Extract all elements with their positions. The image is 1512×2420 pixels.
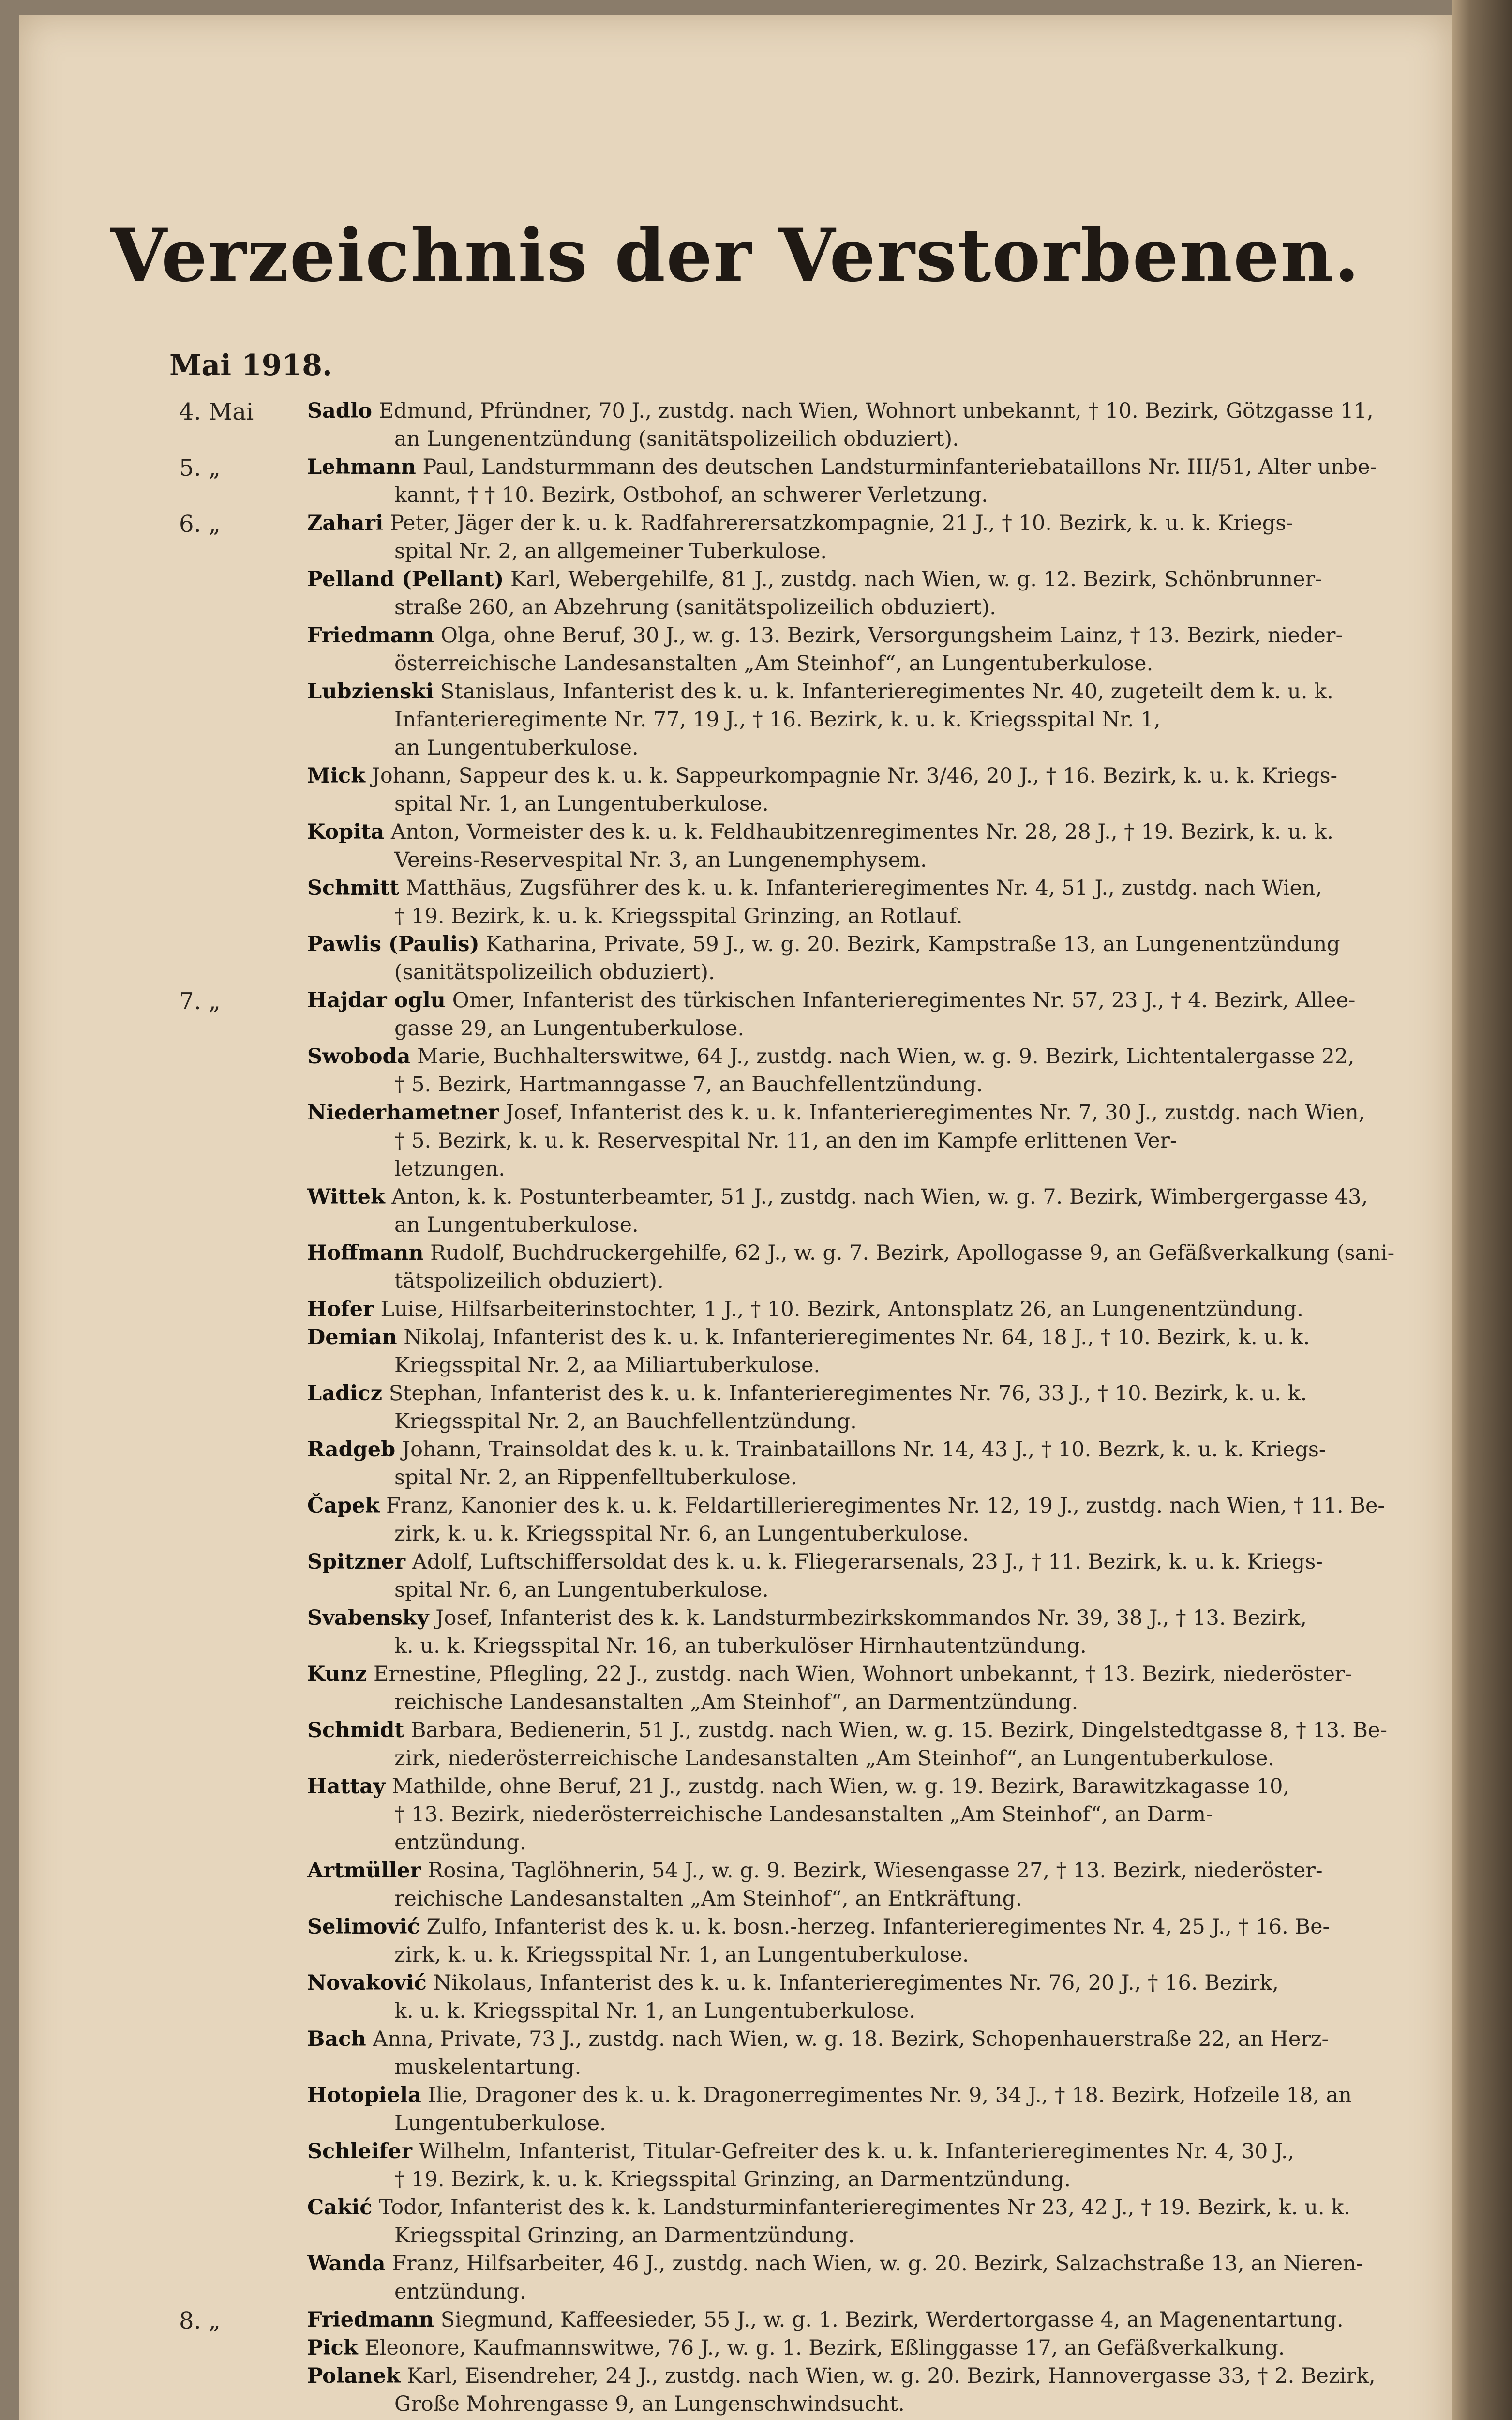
entry-line — [307, 1323, 1512, 1351]
entry-text: † 13. Bezirk, niederösterreichische Landesanstalten „Am Steinhof“, an Darm- — [394, 1802, 1213, 1827]
entry-line — [307, 565, 1512, 593]
list-item — [19, 2334, 1452, 2362]
entry-line — [307, 2081, 1512, 2109]
list-item — [19, 2418, 1452, 2420]
entry-line — [307, 621, 1512, 650]
entry-line — [307, 1351, 1512, 1379]
entry-line — [307, 1295, 1512, 1323]
entry-text: † 19. Bezirk, k. u. k. Kriegsspital Grinzing, an Darmentzündung. — [394, 2167, 1071, 2192]
document-page — [19, 15, 1452, 2420]
entry-line — [307, 1857, 1512, 1885]
entry-line — [307, 1492, 1512, 1520]
entry-text: Peter, Jäger der k. u. k. Radfahrerersatzkompagnie, 21 J., † 10. Bezirk, k. u. k. Kriegs- — [390, 511, 1293, 535]
entry-line — [307, 2390, 1512, 2418]
entry-line — [307, 2137, 1512, 2165]
entry-line — [307, 2362, 1512, 2390]
entry-name: Bach — [307, 2027, 366, 2051]
entry-name: Kunz — [307, 1662, 367, 1686]
entry-name: Friedmann — [307, 623, 434, 648]
entry-line — [307, 1464, 1512, 1492]
entry-text: Anton, k. k. Postunterbeamter, 51 J., zustdg. nach Wien, w. g. 7. Bezirk, Wimbergergasse 43, — [391, 1185, 1368, 1209]
entry-line — [307, 650, 1512, 678]
entry-line — [307, 1071, 1512, 1099]
entry-text: reichische Landesanstalten „Am Steinhof“, an Darmentzündung. — [394, 1690, 1078, 1714]
entry-date: 6. „ — [179, 511, 221, 538]
entry-name: Hofer — [307, 1297, 374, 1321]
entry-name: Čapek — [307, 1494, 380, 1518]
entry-name: Ladicz — [307, 1381, 383, 1406]
list-item — [19, 1099, 1452, 1183]
entry-date: 4. Mai — [179, 398, 254, 425]
entry-text: letzungen. — [394, 1157, 505, 1181]
entry-name: Novaković — [307, 1971, 427, 1995]
entry-name: Polanek — [307, 2364, 401, 2388]
list-item — [19, 2193, 1452, 2250]
entry-text: Rudolf, Buchdruckergehilfe, 62 J., w. g. 7. Bezirk, Apollogasse 9, an Gefäßverkalkung (sani- — [430, 1241, 1395, 1265]
entry-text: Ernestine, Pflegling, 22 J., zustdg. nach Wien, Wohnort unbekannt, † 13. Bezirk, niederöster- — [374, 1662, 1352, 1686]
list-item — [19, 1239, 1452, 1295]
entry-date: 8. „ — [179, 2307, 221, 2334]
entry-text: k. u. k. Kriegsspital Nr. 1, an Lungentuberkulose. — [394, 1999, 916, 2023]
entry-text: an Lungentuberkulose. — [394, 1213, 639, 1237]
entry-line — [307, 2306, 1512, 2334]
entry-name: Svabensky — [307, 1606, 429, 1630]
entry-text: spital Nr. 2, an Rippenfelltuberkulose. — [394, 1466, 797, 1490]
entry-text: Eleonore, Kaufmannswitwe, 76 J., w. g. 1. Bezirk, Eßlinggasse 17, an Gefäßverkalkung. — [364, 2336, 1285, 2360]
entry-text: Olga, ohne Beruf, 30 J., w. g. 13. Bezirk, Versorgungsheim Lainz, † 13. Bezirk, nieder- — [440, 623, 1343, 648]
entry-text: an Lungentuberkulose. — [394, 736, 639, 760]
entry-name: Spitzner — [307, 1550, 406, 1574]
entry-line — [307, 930, 1512, 958]
entry-name: Hoffmann — [307, 1241, 424, 1265]
entry-line — [307, 2165, 1512, 2193]
list-item — [19, 1548, 1452, 1604]
entry-line — [307, 1688, 1512, 1716]
entry-text: † 5. Bezirk, Hartmanngasse 7, an Bauchfellentzündung. — [394, 1073, 983, 1097]
entry-text: Kriegsspital Nr. 2, aa Miliartuberkulose. — [394, 1353, 821, 1377]
entry-text: Ilie, Dragoner des k. u. k. Dragonerregimentes Nr. 9, 34 J., † 18. Bezirk, Hofzeile 18, an — [428, 2083, 1352, 2107]
entry-text: Vereins-Reservespital Nr. 3, an Lungenemphysem. — [394, 848, 927, 872]
entry-text: Stephan, Infanterist des k. u. k. Infanterieregimentes Nr. 76, 33 J., † 10. Bezirk, k. u. k. — [389, 1381, 1307, 1406]
entry-text: kannt, † † 10. Bezirk, Ostbohof, an schwerer Verletzung. — [394, 483, 988, 507]
page-title: Verzeichnis der Verstorbenen. — [110, 213, 1361, 298]
list-item — [19, 1043, 1452, 1099]
entry-line — [307, 846, 1512, 874]
entry-name: Mick — [307, 764, 365, 788]
list-item — [19, 1660, 1452, 1716]
entry-line — [307, 1941, 1512, 1969]
entry-text: k. u. k. Kriegsspital Nr. 16, an tuberkulöser Hirnhautentzündung. — [394, 1634, 1087, 1658]
entry-name: Lubzienski — [307, 680, 434, 704]
entry-line — [307, 1576, 1512, 1604]
entry-text: Nikolaus, Infanterist des k. u. k. Infanterieregimentes Nr. 76, 20 J., † 16. Bezirk, — [433, 1971, 1279, 1995]
list-item — [19, 1492, 1452, 1548]
entry-text: spital Nr. 2, an allgemeiner Tuberkulose. — [394, 539, 827, 563]
entry-line — [307, 1520, 1512, 1548]
list-item — [19, 1436, 1452, 1492]
entry-name: Swoboda — [307, 1044, 411, 1069]
entry-line — [307, 1155, 1512, 1183]
entry-text: Nikolaj, Infanterist des k. u. k. Infanterieregimentes Nr. 64, 18 J., † 10. Bezirk, k. u. k. — [404, 1325, 1310, 1349]
entry-line — [307, 1014, 1512, 1043]
entry-text: Katharina, Private, 59 J., w. g. 20. Bezirk, Kampstraße 13, an Lungenentzündung — [486, 932, 1340, 956]
entry-text: Marie, Buchhalterswitwe, 64 J., zustdg. nach Wien, w. g. 9. Bezirk, Lichtentalergasse 22, — [417, 1044, 1355, 1069]
list-item — [19, 453, 1452, 509]
entry-text: † 5. Bezirk, k. u. k. Reservespital Nr. 11, an den im Kampfe erlittenen Ver- — [394, 1129, 1177, 1153]
entry-line — [307, 734, 1512, 762]
list-item — [19, 2250, 1452, 2306]
entry-line — [307, 874, 1512, 902]
entry-text: Anton, Vormeister des k. u. k. Feldhaubitzenregimentes Nr. 28, 28 J., † 19. Bezirk, k. u. k. — [390, 820, 1334, 844]
list-item — [19, 1379, 1452, 1436]
entry-name: Niederhametner — [307, 1101, 499, 1125]
list-item — [19, 1857, 1452, 1913]
entry-text: zirk, niederösterreichische Landesanstalten „Am Steinhof“, an Lungentuberkulose. — [394, 1746, 1275, 1770]
entry-line — [307, 1267, 1512, 1295]
entry-name: Sadlo — [307, 399, 372, 423]
entry-line — [307, 1885, 1512, 1913]
list-item — [19, 1183, 1452, 1239]
entry-line — [307, 1127, 1512, 1155]
entry-text: entzündung. — [394, 1830, 526, 1855]
entry-name: Wittek — [307, 1185, 385, 1209]
entry-line — [307, 1716, 1512, 1744]
list-item — [19, 678, 1452, 762]
entry-line — [307, 2278, 1512, 2306]
entry-line — [307, 1913, 1512, 1941]
entry-line — [307, 1436, 1512, 1464]
entry-line — [307, 1407, 1512, 1436]
list-item — [19, 1295, 1452, 1323]
entry-line — [307, 902, 1512, 930]
entry-line — [307, 2193, 1512, 2222]
entry-line — [307, 1660, 1512, 1688]
entry-name: Cakić — [307, 2195, 373, 2220]
entry-line — [307, 1744, 1512, 1772]
entry-line — [307, 1043, 1512, 1071]
entry-text: Große Mohrengasse 9, an Lungenschwindsucht. — [394, 2392, 905, 2416]
entry-date: 7. „ — [179, 988, 221, 1015]
entry-text: Lungentuberkulose. — [394, 2111, 606, 2135]
entry-line — [307, 1183, 1512, 1211]
page-edge — [1452, 0, 1512, 2420]
list-item — [19, 2137, 1452, 2193]
entry-date: 5. „ — [179, 454, 221, 482]
entry-text: † 19. Bezirk, k. u. k. Kriegsspital Grinzing, an Rotlauf. — [394, 904, 963, 928]
entry-text: Rosina, Taglöhnerin, 54 J., w. g. 9. Bezirk, Wiesengasse 27, † 13. Bezirk, niederöster- — [428, 1859, 1323, 1883]
entry-line — [307, 1632, 1512, 1660]
list-item — [19, 1969, 1452, 2025]
entry-line — [307, 1800, 1512, 1829]
entry-line — [307, 2025, 1512, 2053]
entry-line — [307, 509, 1512, 537]
list-item — [19, 397, 1452, 453]
list-item — [19, 818, 1452, 874]
entry-line — [307, 762, 1512, 790]
list-item — [19, 1323, 1452, 1379]
list-item — [19, 762, 1452, 818]
entry-name: Kopita — [307, 820, 385, 844]
entry-text: an Lungenentzündung (sanitätspolizeilich obduziert). — [394, 427, 959, 451]
entry-text: Edmund, Pfründner, 70 J., zustdg. nach Wien, Wohnort unbekannt, † 10. Bezirk, Götzgasse 11, — [378, 399, 1374, 423]
entry-text: tätspolizeilich obduziert). — [394, 1269, 664, 1293]
entry-text: Mathilde, ohne Beruf, 21 J., zustdg. nach Wien, w. g. 19. Bezirk, Barawitzkagasse 10, — [391, 1774, 1290, 1799]
entry-text: muskelentartung. — [394, 2055, 582, 2079]
entry-name: Radgeb — [307, 1437, 396, 1462]
list-item — [19, 986, 1452, 1043]
list-item — [19, 509, 1452, 565]
entry-text: Barbara, Bedienerin, 51 J., zustdg. nach Wien, w. g. 15. Bezirk, Dingelstedtgasse 8, † 13. Be- — [410, 1718, 1387, 1742]
entry-text: Omer, Infanterist des türkischen Infanterieregimentes Nr. 57, 23 J., † 4. Bezirk, Allee- — [452, 988, 1356, 1013]
entry-line — [307, 397, 1512, 425]
entry-line — [307, 958, 1512, 986]
list-item — [19, 1913, 1452, 1969]
list-item — [19, 930, 1452, 986]
entry-line — [307, 2109, 1512, 2137]
entry-text: Kriegsspital Grinzing, an Darmentzündung. — [394, 2223, 855, 2248]
list-item — [19, 874, 1452, 930]
entry-line — [307, 1548, 1512, 1576]
list-item — [19, 565, 1452, 621]
entry-line — [307, 986, 1512, 1014]
entry-name: Hotopiela — [307, 2083, 421, 2107]
list-item — [19, 2306, 1452, 2334]
list-item — [19, 621, 1452, 678]
entry-line — [307, 1379, 1512, 1407]
entry-line — [307, 453, 1512, 481]
entry-name: Schmidt — [307, 1718, 404, 1742]
entry-text: Johann, Trainsoldat des k. u. k. Trainbataillons Nr. 14, 43 J., † 10. Bezrk, k. u. k. Kriegs- — [402, 1437, 1326, 1462]
entry-text: Karl, Webergehilfe, 81 J., zustdg. nach Wien, w. g. 12. Bezirk, Schönbrunner- — [510, 567, 1322, 591]
entry-name: Zahari — [307, 511, 384, 535]
entry-text: zirk, k. u. k. Kriegsspital Nr. 6, an Lungentuberkulose. — [394, 1522, 969, 1546]
entry-text: Zulfo, Infanterist des k. u. k. bosn.-herzeg. Infanterieregimentes Nr. 4, 25 J., † 16. Be- — [426, 1915, 1330, 1939]
entry-name: Hajdar oglu — [307, 988, 446, 1013]
entry-line — [307, 425, 1512, 453]
entry-line — [307, 1604, 1512, 1632]
list-item — [19, 2081, 1452, 2137]
list-item — [19, 2362, 1452, 2418]
entry-line — [307, 2250, 1512, 2278]
entry-text: straße 260, an Abzehrung (sanitätspolizeilich obduziert). — [394, 595, 996, 620]
entry-line — [307, 818, 1512, 846]
entry-line — [307, 1772, 1512, 1800]
entry-line — [307, 1239, 1512, 1267]
list-item — [19, 1716, 1452, 1772]
entry-text: Todor, Infanterist des k. k. Landsturminfanterieregimentes Nr 23, 42 J., † 19. Bezirk, k. u. k. — [379, 2195, 1350, 2220]
month-heading: Mai 1918. — [169, 348, 332, 382]
entry-line — [307, 481, 1512, 509]
entry-name: Lehmann — [307, 455, 416, 479]
entry-text: zirk, k. u. k. Kriegsspital Nr. 1, an Lungentuberkulose. — [394, 1943, 969, 1967]
entry-name: Pawlis (Paulis) — [307, 932, 479, 956]
entry-text: spital Nr. 6, an Lungentuberkulose. — [394, 1578, 769, 1602]
entry-line — [307, 2053, 1512, 2081]
entry-text: Josef, Infanterist des k. u. k. Infanterieregimentes Nr. 7, 30 J., zustdg. nach Wien, — [505, 1101, 1365, 1125]
entry-line — [307, 2418, 1512, 2420]
entry-name: Artmüller — [307, 1859, 421, 1883]
entry-line — [307, 2222, 1512, 2250]
entry-name: Demian — [307, 1325, 397, 1349]
entry-name: Friedmann — [307, 2308, 434, 2332]
entry-line — [307, 2334, 1512, 2362]
entry-text: Infanterieregimente Nr. 77, 19 J., † 16. Bezirk, k. u. k. Kriegsspital Nr. 1, — [394, 708, 1161, 732]
entry-line — [307, 1969, 1512, 1997]
entry-text: reichische Landesanstalten „Am Steinhof“, an Entkräftung. — [394, 1887, 1022, 1911]
list-item — [19, 1772, 1452, 1857]
entry-line — [307, 1829, 1512, 1857]
entry-text: gasse 29, an Lungentuberkulose. — [394, 1016, 745, 1041]
entry-text: Franz, Kanonier des k. u. k. Feldartillerieregimentes Nr. 12, 19 J., zustdg. nach Wien, † 11. Be- — [386, 1494, 1385, 1518]
entry-text: Johann, Sappeur des k. u. k. Sappeurkompagnie Nr. 3/46, 20 J., † 16. Bezirk, k. u. k. Kriegs- — [372, 764, 1338, 788]
entry-text: Matthäus, Zugsführer des k. u. k. Infanterieregimentes Nr. 4, 51 J., zustdg. nach Wien, — [405, 876, 1322, 900]
entry-name: Hattay — [307, 1774, 386, 1799]
entry-name: Selimović — [307, 1915, 420, 1939]
entry-line — [307, 678, 1512, 706]
entry-text: Karl, Eisendreher, 24 J., zustdg. nach Wien, w. g. 20. Bezirk, Hannovergasse 33, † 2. Bezirk, — [407, 2364, 1376, 2388]
entry-line — [307, 537, 1512, 565]
entry-text: (sanitätspolizeilich obduziert). — [394, 960, 715, 984]
entry-line — [307, 593, 1512, 621]
entry-text: Franz, Hilfsarbeiter, 46 J., zustdg. nach Wien, w. g. 20. Bezirk, Salzachstraße 13, an Nieren- — [392, 2252, 1363, 2276]
entry-text: Adolf, Luftschiffersoldat des k. u. k. Fliegerarsenals, 23 J., † 11. Bezirk, k. u. k. Kriegs- — [412, 1550, 1323, 1574]
entry-name: Schmitt — [307, 876, 400, 900]
entry-text: entzündung. — [394, 2280, 526, 2304]
entry-text: Josef, Infanterist des k. k. Landsturmbezirkskommandos Nr. 39, 38 J., † 13. Bezirk, — [435, 1606, 1307, 1630]
entry-line — [307, 790, 1512, 818]
list-item — [19, 2025, 1452, 2081]
list-item — [19, 1604, 1452, 1660]
entry-text: österreichische Landesanstalten „Am Steinhof“, an Lungentuberkulose. — [394, 651, 1153, 676]
entry-text: Anna, Private, 73 J., zustdg. nach Wien, w. g. 18. Bezirk, Schopenhauerstraße 22, an Herz- — [373, 2027, 1329, 2051]
entry-list — [19, 397, 1452, 2420]
entry-line — [307, 706, 1512, 734]
entry-name: Pick — [307, 2336, 358, 2360]
entry-text: Luise, Hilfsarbeiterinstochter, 1 J., † 10. Bezirk, Antonsplatz 26, an Lungenentzündung. — [380, 1297, 1303, 1321]
entry-line — [307, 1099, 1512, 1127]
entry-line — [307, 1997, 1512, 2025]
entry-name: Wanda — [307, 2252, 386, 2276]
entry-text: spital Nr. 1, an Lungentuberkulose. — [394, 792, 769, 816]
entry-name: Pelland (Pellant) — [307, 567, 504, 591]
entry-text: Siegmund, Kaffeesieder, 55 J., w. g. 1. Bezirk, Werdertorgasse 4, an Magenentartung. — [440, 2308, 1344, 2332]
entry-name: Schleifer — [307, 2139, 413, 2163]
entry-text: Wilhelm, Infanterist, Titular-Gefreiter des k. u. k. Infanterieregimentes Nr. 4, 30 J., — [419, 2139, 1295, 2163]
entry-line — [307, 1211, 1512, 1239]
entry-text: Kriegsspital Nr. 2, an Bauchfellentzündung. — [394, 1409, 857, 1434]
entry-text: Stanislaus, Infanterist des k. u. k. Infanterieregimentes Nr. 40, zugeteilt dem k. u. k. — [440, 680, 1333, 704]
entry-text: Paul, Landsturmmann des deutschen Landsturminfanteriebataillons Nr. III/51, Alter unbe- — [422, 455, 1377, 479]
